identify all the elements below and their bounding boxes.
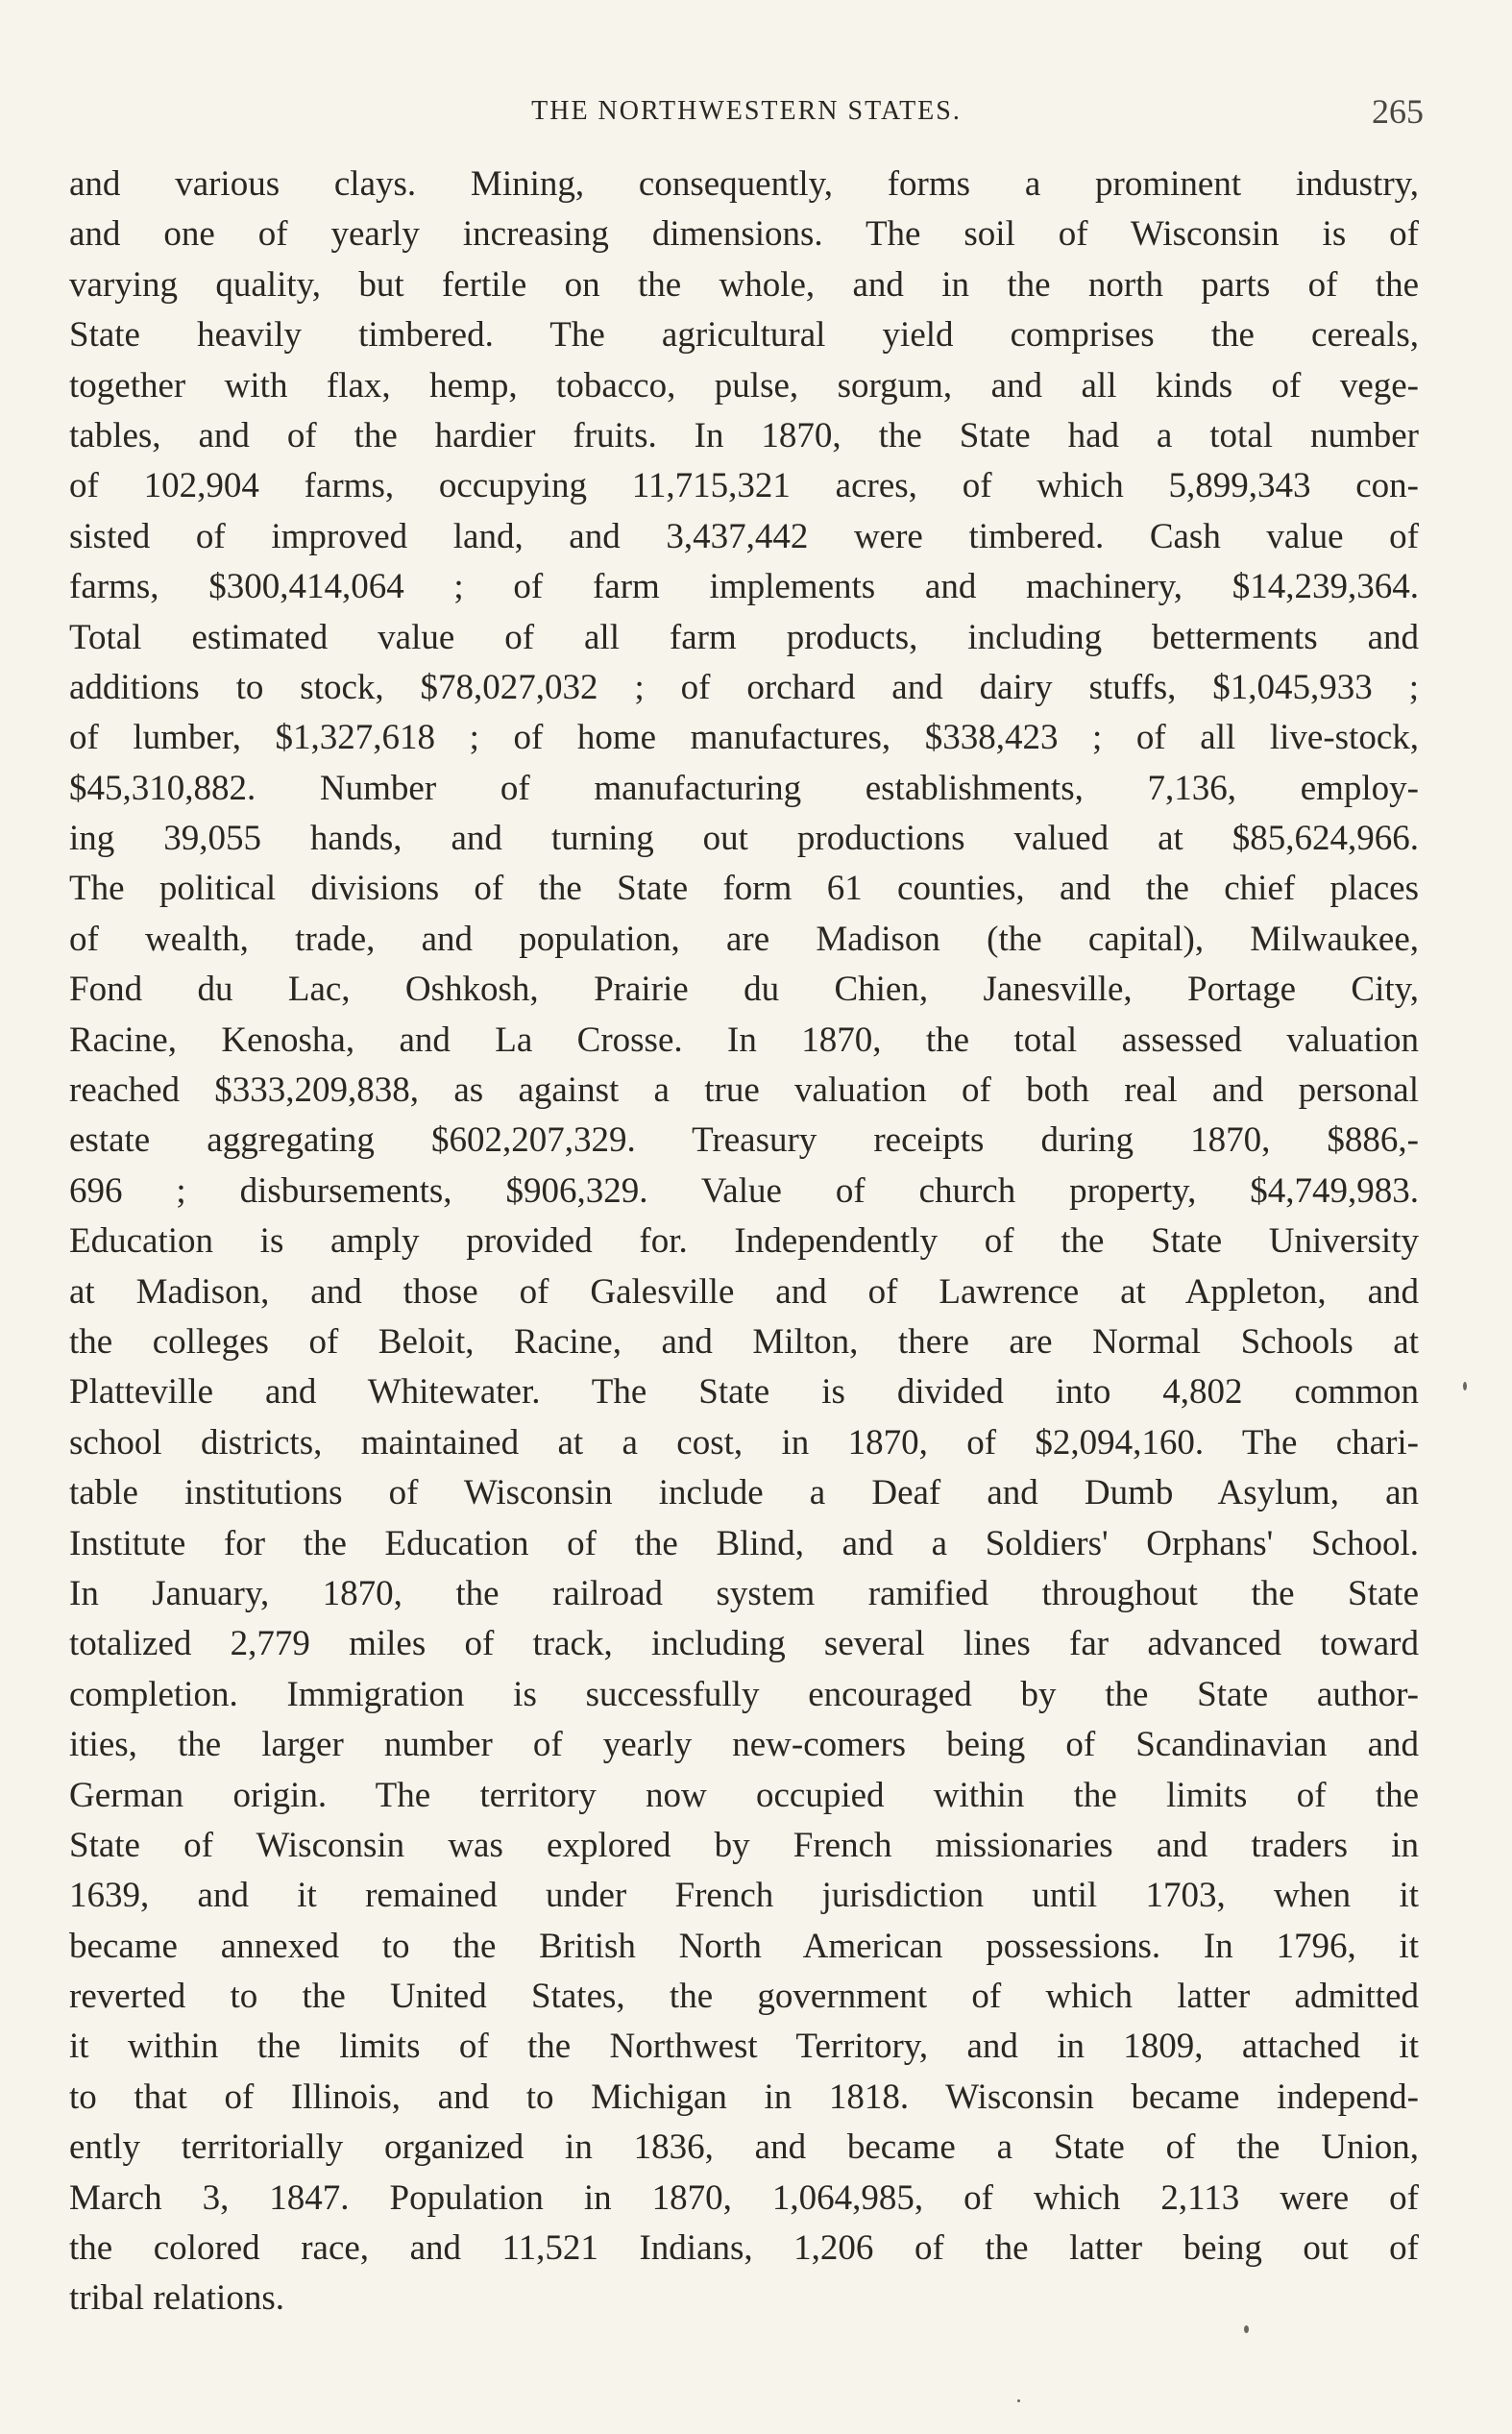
text-line: State heavily timbered. The agricultural yield comprises the cereals, (69, 315, 1419, 356)
text-line: became annexed to the British North American possessions. In 1796, it (69, 1926, 1419, 1966)
text-line: Fond du Lac, Oshkosh, Prairie du Chien, Janesville, Portage City, (69, 970, 1419, 1010)
text-line: 1639, and it remained under French jurisdiction until 1703, when it (69, 1876, 1419, 1916)
text-line: it within the limits of the Northwest Territory, and in 1809, attached it (69, 2027, 1419, 2067)
text-line: farms, $300,414,064 ; of farm implements and machinery, $14,239,364. (69, 567, 1419, 607)
text-line: In January, 1870, the railroad system ramified throughout the State (69, 1573, 1419, 1613)
text-line: completion. Immigration is successfully encouraged by the State author- (69, 1674, 1419, 1714)
text-line: estate aggregating $602,207,329. Treasury receipts during 1870, $886,- (69, 1120, 1419, 1161)
running-head (69, 92, 1424, 131)
text-line: tables, and of the hardier fruits. In 1870, the State had a total number (69, 415, 1419, 455)
text-line: sisted of improved land, and 3,437,442 were timbered. Cash value of (69, 516, 1419, 556)
text-line: ities, the larger number of yearly new-comers being of Scandinavian and (69, 1725, 1419, 1765)
text-line: the colored race, and 11,521 Indians, 1,206 of the latter being out of (69, 2228, 1419, 2269)
text-line: and one of yearly increasing dimensions. The soil of Wisconsin is of (69, 214, 1419, 255)
text-line: to that of Illinois, and to Michigan in 1818. Wisconsin became independ- (69, 2077, 1419, 2117)
text-line: varying quality, but fertile on the whole, and in the north parts of the (69, 264, 1419, 305)
text-line: totalized 2,779 miles of track, including several lines far advanced toward (69, 1624, 1419, 1664)
text-line: ently territorially organized in 1836, and became a State of the Union, (69, 2127, 1419, 2168)
body-paragraph (69, 160, 1419, 2324)
text-line: 696 ; disbursements, $906,329. Value of church property, $4,749,983. (69, 1170, 1419, 1211)
text-line: March 3, 1847. Population in 1870, 1,064,985, of which 2,113 were of (69, 2177, 1419, 2218)
page-number: 265 (1372, 92, 1424, 131)
ink-speck (1244, 2325, 1249, 2333)
ink-speck (1017, 2399, 1020, 2402)
text-line: The political divisions of the State form 61 counties, and the chief places (69, 869, 1419, 909)
running-head-title: THE NORTHWESTERN STATES. (531, 96, 962, 126)
text-line: Education is amply provided for. Independently of the State University (69, 1221, 1419, 1262)
text-line: together with flax, hemp, tobacco, pulse, sorgum, and all kinds of vege- (69, 365, 1419, 406)
text-line: at Madison, and those of Galesville and of Lawrence at Appleton, and (69, 1271, 1419, 1312)
text-line: $45,310,882. Number of manufacturing establishments, 7,136, employ- (69, 768, 1419, 808)
text-line: Total estimated value of all farm products, including betterments and (69, 617, 1419, 657)
text-line: State of Wisconsin was explored by French missionaries and traders in (69, 1825, 1419, 1865)
text-line: reverted to the United States, the government of which latter admitted (69, 1977, 1419, 2017)
text-line: reached $333,209,838, as against a true valuation of both real and personal (69, 1070, 1419, 1111)
text-line: ing 39,055 hands, and turning out productions valued at $85,624,966. (69, 819, 1419, 859)
text-line: Institute for the Education of the Blind, and a Soldiers' Orphans' School. (69, 1523, 1419, 1563)
text-line: the colleges of Beloit, Racine, and Milton, there are Normal Schools at (69, 1321, 1419, 1362)
text-line: tribal relations. (69, 2278, 284, 2319)
text-line: of 102,904 farms, occupying 11,715,321 acres, of which 5,899,343 con- (69, 466, 1419, 506)
ink-speck (1463, 1382, 1467, 1390)
text-line: German origin. The territory now occupied within the limits of the (69, 1775, 1419, 1815)
text-line: of wealth, trade, and population, are Madison (the capital), Milwaukee, (69, 919, 1419, 959)
text-line: and various clays. Mining, consequently, forms a prominent industry, (69, 164, 1419, 204)
text-line: additions to stock, $78,027,032 ; of orchard and dairy stuffs, $1,045,933 ; (69, 667, 1419, 707)
text-line: Platteville and Whitewater. The State is divided into 4,802 common (69, 1372, 1419, 1413)
text-line: school districts, maintained at a cost, in 1870, of $2,094,160. The chari- (69, 1422, 1419, 1463)
text-line: Racine, Kenosha, and La Crosse. In 1870, the total assessed valuation (69, 1020, 1419, 1060)
text-line: of lumber, $1,327,618 ; of home manufactures, $338,423 ; of all live-stock, (69, 718, 1419, 758)
text-line: table institutions of Wisconsin include a Deaf and Dumb Asylum, an (69, 1473, 1419, 1513)
